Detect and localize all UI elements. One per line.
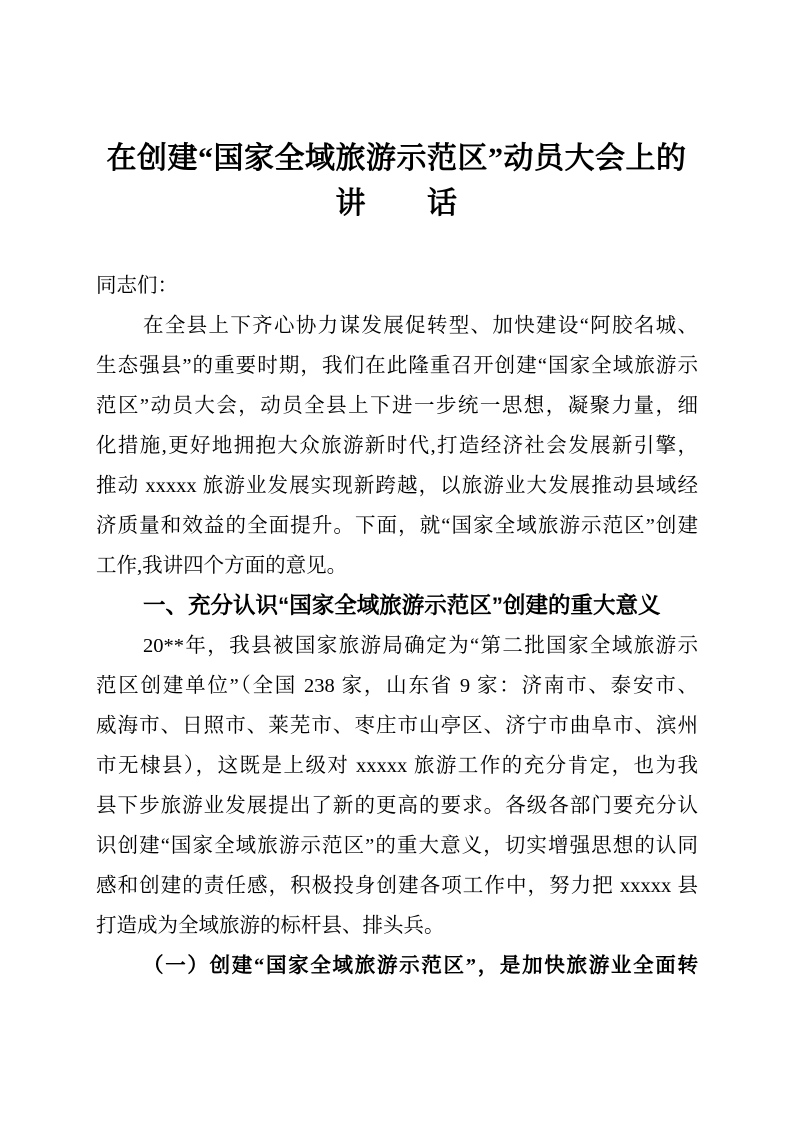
- body-line: 威海市、日照市、莱芜市、枣庄市山亭区、济宁市曲阜市、滨州: [96, 715, 698, 737]
- body-line: 范区”动员大会，动员全县上下进一步统一思想，凝聚力量，细: [96, 395, 698, 417]
- section-heading-1: 一、充分认识“国家全域旅游示范区”创建的重大意义: [143, 593, 661, 618]
- salutation-line: 同志们：: [96, 275, 178, 297]
- body-line: 感和创建的责任感，积极投身创建各项工作中，努力把 xxxxx 县: [96, 875, 698, 897]
- body-line: 市无棣县），这既是上级对 xxxxx 旅游工作的充分肯定，也为我: [96, 755, 698, 777]
- body-line: 20**年，我县被国家旅游局确定为“第二批国家全域旅游示: [143, 635, 698, 657]
- body-line: 济质量和效益的全面提升。下面，就“国家全域旅游示范区”创建: [96, 515, 698, 537]
- body-line: 识创建“国家全域旅游示范区”的重大意义，切实增强思想的认同: [96, 835, 698, 857]
- body-line: 生态强县”的重要时期，我们在此隆重召开创建“国家全域旅游示: [96, 355, 698, 377]
- body-line: 打造成为全域旅游的标杆县、排头兵。: [96, 915, 445, 937]
- body-line: 推动 xxxxx 旅游业发展实现新跨越，以旅游业大发展推动县域经: [96, 475, 698, 497]
- body-line: 范区创建单位”（全国 238 家，山东省 9 家：济南市、泰安市、: [96, 675, 698, 697]
- title-line-1: 在创建“国家全域旅游示范区”动员大会上的: [106, 142, 687, 175]
- body-line: 化措施,更好地拥抱大众旅游新时代,打造经济社会发展新引擎，: [96, 435, 698, 457]
- subsection-heading-1: （一）创建“国家全域旅游示范区”，是加快旅游业全面转: [143, 955, 698, 977]
- body-line: 县下步旅游业发展提出了新的更高的要求。各级各部门要充分认: [96, 795, 698, 817]
- document-title: [0, 136, 793, 226]
- title-line-2: 讲 话: [335, 187, 458, 220]
- body-line: 工作,我讲四个方面的意见。: [96, 555, 348, 577]
- body-line: 在全县上下齐心协力谋发展促转型、加快建设“阿胶名城、: [143, 315, 698, 337]
- document-body: [96, 266, 698, 986]
